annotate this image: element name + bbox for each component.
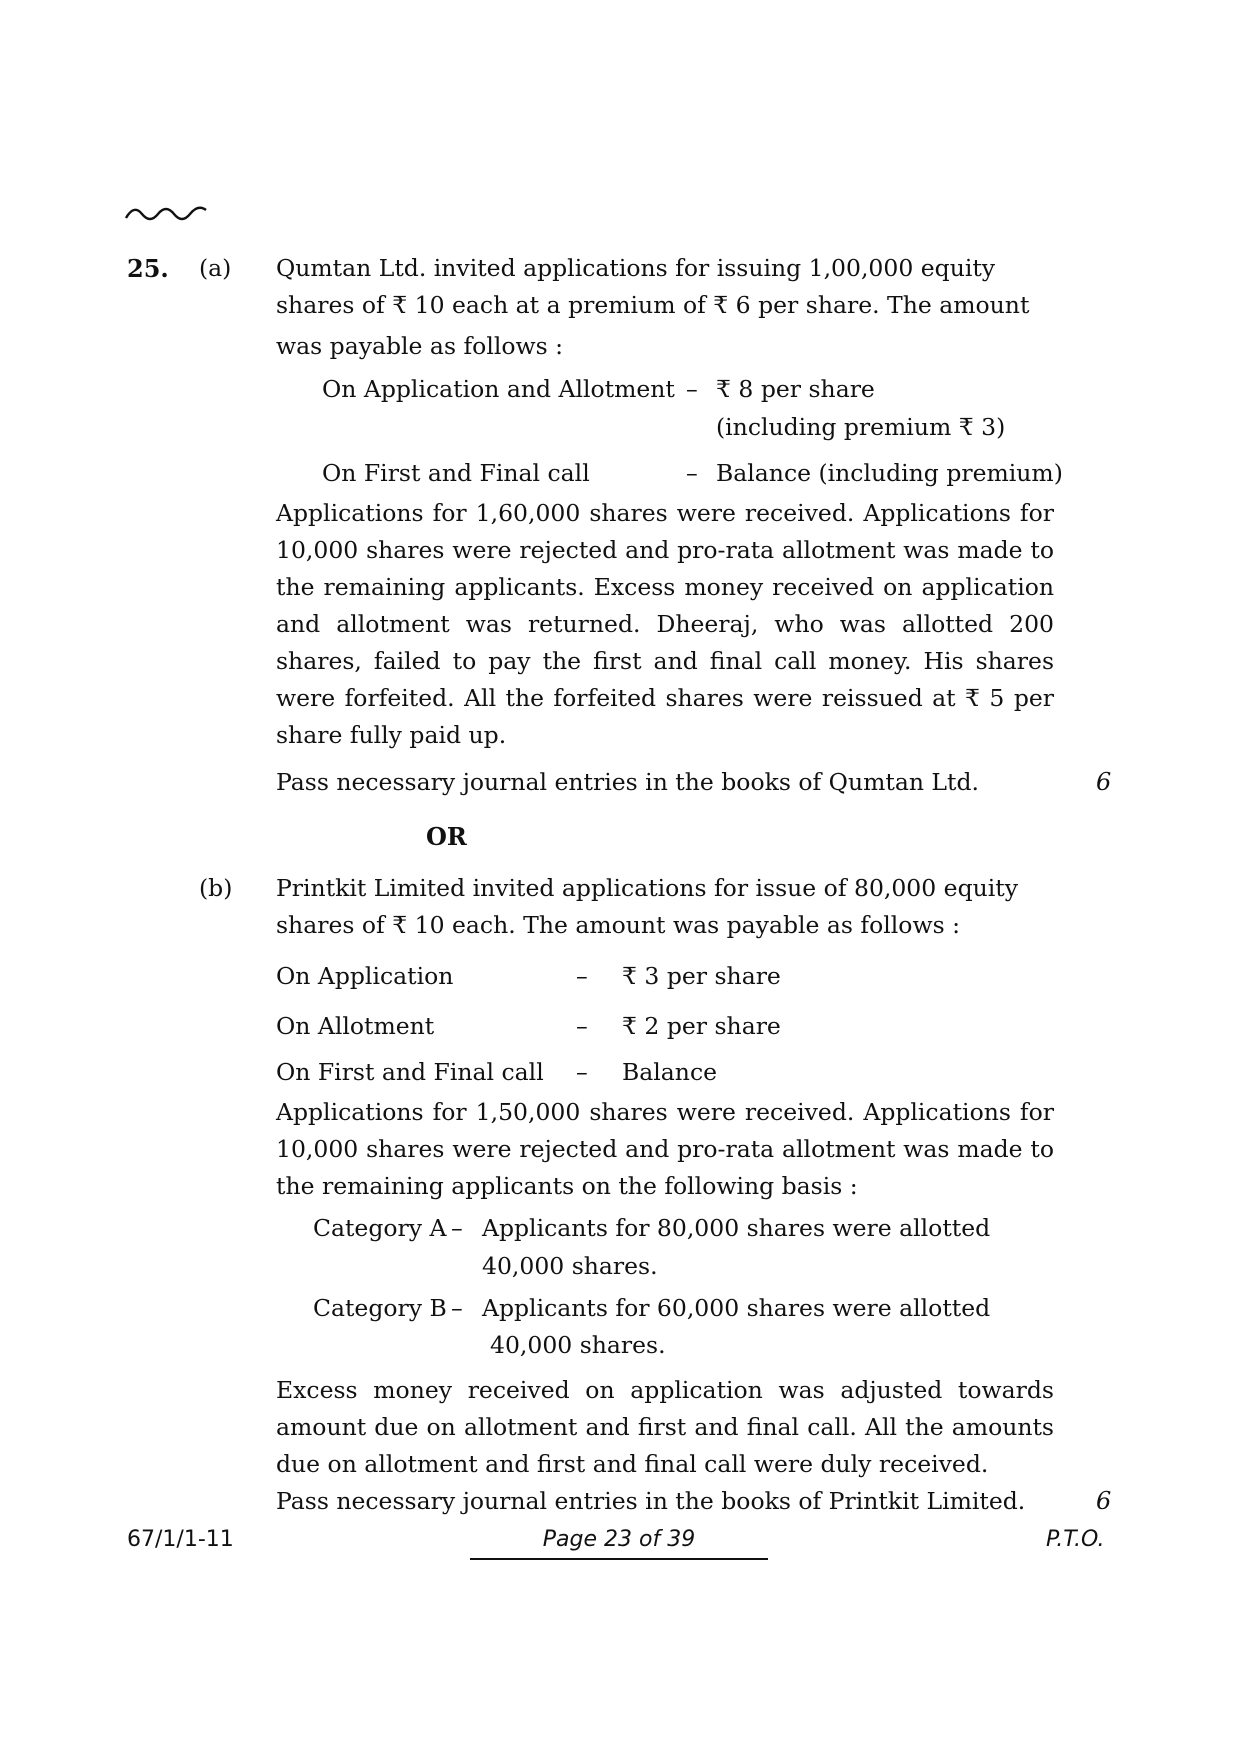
part-b-body: Applications for 1,50,000 shares were received. Applications for 10,000 shares were rejected and pro-rata allotment was made to the remaining applicants on the following basis : [276, 1098, 1054, 1200]
marks-a: 6 [1096, 768, 1112, 796]
category-b-line2: 40,000 shares. [490, 1331, 666, 1359]
schedule-a-item-1: On Application and Allotment [322, 375, 675, 403]
category-b-line1: Applicants for 60,000 shares were allotted [482, 1294, 991, 1322]
schedule-a-dash-1: – [686, 375, 698, 403]
category-a-name: Category A [313, 1214, 447, 1242]
part-a-label: (a) [199, 254, 232, 282]
part-b-intro [276, 870, 1054, 944]
footer-pto: P.T.O. [1046, 1527, 1105, 1552]
schedule-b-dash-2: – [576, 1012, 588, 1040]
part-a-body: Applications for 1,60,000 shares were received. Applications for 10,000 shares were rejected and pro-rata allotment was made to the remaining applicants. Excess money received on application and allotment was returned. Dheeraj, who was allotted 200 shares, failed to pay the first and final call money. His shares were forfeited. All the forfeited shares were reissued at ₹ 5 per share fully paid up. [276, 499, 1054, 749]
part-b-instruction: Pass necessary journal entries in the books of Printkit Limited. [276, 1487, 1026, 1515]
part-a-instruction: Pass necessary journal entries in the books of Qumtan Ltd. [276, 768, 979, 796]
schedule-b-amount-2: ₹ 2 per share [622, 1012, 781, 1040]
squiggle-icon [124, 200, 214, 226]
schedule-b-amount-1: ₹ 3 per share [622, 962, 781, 990]
schedule-b-dash-3: – [576, 1058, 588, 1086]
marks-b: 6 [1096, 1487, 1112, 1515]
category-a-dash: – [451, 1214, 463, 1242]
schedule-a-dash-2: – [686, 459, 698, 487]
schedule-a-note-1: (including premium ₹ 3) [716, 413, 1006, 441]
category-a-line1: Applicants for 80,000 shares were allotted [482, 1214, 991, 1242]
part-a-intro-line3: was payable as follows : [276, 332, 564, 360]
category-b-name: Category B [313, 1294, 447, 1322]
schedule-b-dash-1: – [576, 962, 588, 990]
part-a-intro [276, 250, 1054, 365]
part-b-intro-line1: Printkit Limited invited applications for issue of 80,000 equity [276, 874, 1019, 902]
part-b-body2: Excess money received on application was adjusted towards amount due on allotment and first and final call. All the amounts due on allotment and first and final call were duly received. [276, 1376, 1054, 1478]
or-separator: OR [426, 822, 467, 851]
category-a-line2: 40,000 shares. [482, 1252, 658, 1280]
schedule-b-item-3: On First and Final call [276, 1058, 544, 1086]
schedule-a-amount-1: ₹ 8 per share [716, 375, 875, 403]
schedule-b-item-2: On Allotment [276, 1012, 435, 1040]
footer-page-number: Page 23 of 39 [470, 1527, 768, 1560]
question-number: 25. [127, 254, 169, 283]
schedule-b-amount-3: Balance [622, 1058, 718, 1086]
schedule-a-item-2: On First and Final call [322, 459, 590, 487]
footer-code: 67/1/1-11 [127, 1527, 234, 1552]
part-a-intro-line1: Qumtan Ltd. invited applications for issuing 1,00,000 equity [276, 254, 996, 282]
part-b-label: (b) [199, 874, 233, 902]
category-b-dash: – [451, 1294, 463, 1322]
schedule-a-amount-2: Balance (including premium) [716, 459, 1063, 487]
part-b-intro-line2: shares of ₹ 10 each. The amount was payable as follows : [276, 911, 961, 939]
part-a-intro-line2: shares of ₹ 10 each at a premium of ₹ 6 per share. The amount [276, 291, 1030, 319]
schedule-b-item-1: On Application [276, 962, 454, 990]
